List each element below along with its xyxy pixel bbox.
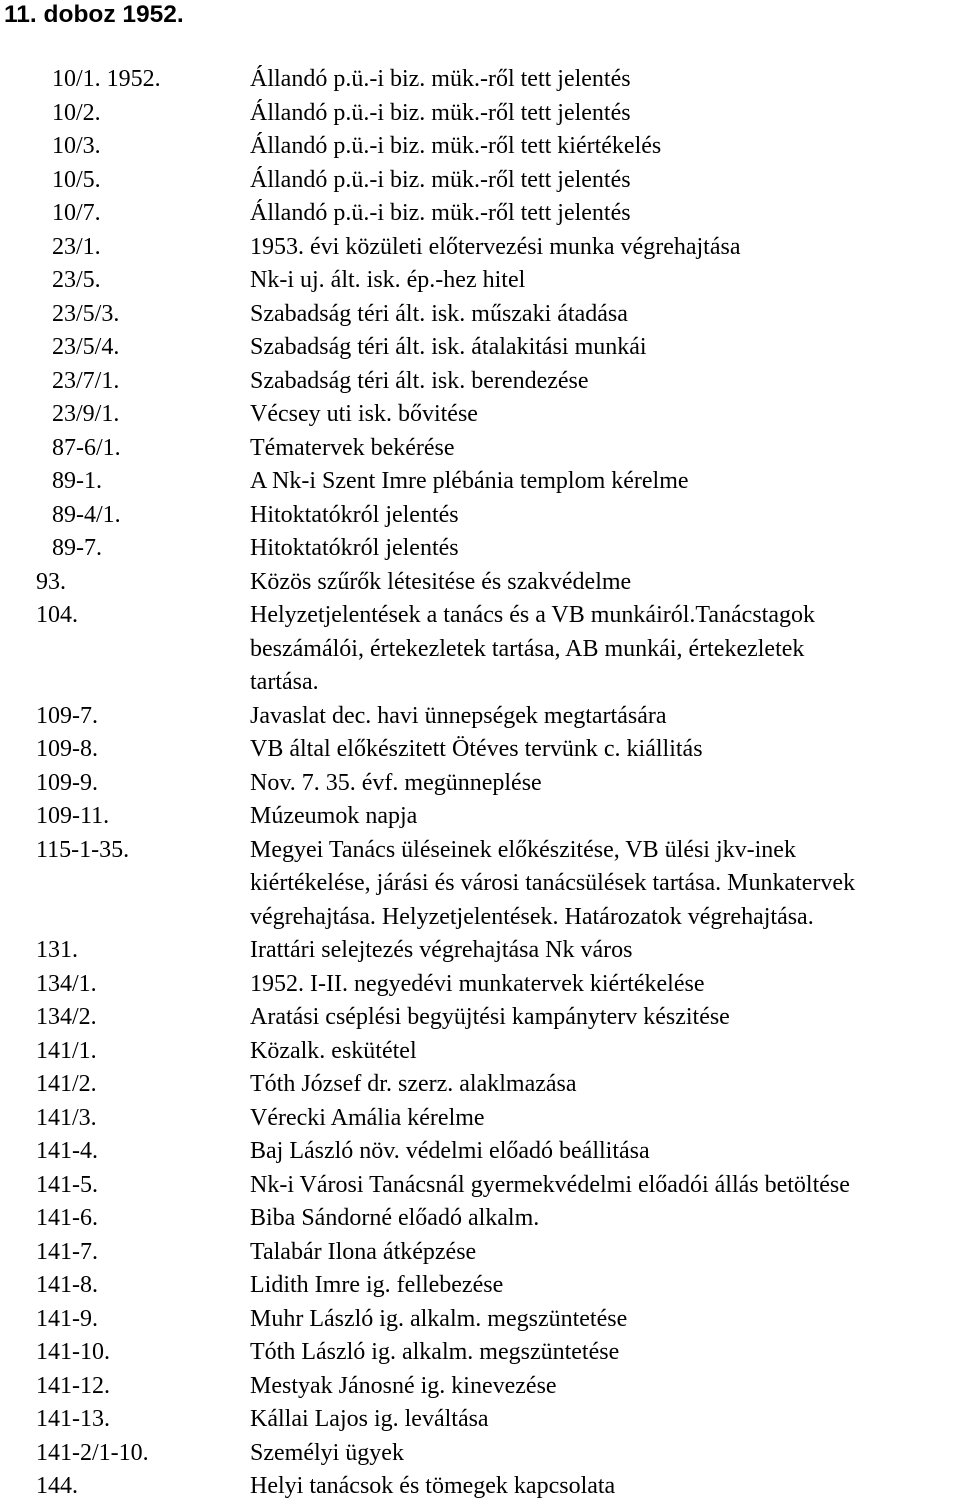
entry-description: 1952. I-II. negyedévi munkatervek kiértékelése bbox=[250, 970, 705, 997]
entry-code: 23/5/4. bbox=[52, 334, 120, 360]
entry-code: 23/5. bbox=[52, 267, 101, 293]
list-item bbox=[0, 599, 960, 700]
list-item bbox=[0, 968, 960, 1002]
list-item bbox=[0, 164, 960, 198]
entry-code: 109-8. bbox=[36, 736, 98, 762]
entry-description: Aratási cséplési begyüjtési kampányterv készitése bbox=[250, 1004, 730, 1030]
entry-description: Szabadság téri ált. isk. berendezése bbox=[250, 367, 589, 394]
entry-code: 134/1. bbox=[36, 970, 97, 997]
entry-description: Állandó p.ü.-i biz. mük.-ről tett kiértékelés bbox=[250, 133, 662, 159]
entry-code: 141-8. bbox=[36, 1272, 98, 1298]
list-item bbox=[0, 1035, 960, 1069]
entry-code: 10/1. 1952. bbox=[52, 66, 161, 92]
list-item bbox=[0, 63, 960, 97]
list-item bbox=[0, 130, 960, 164]
entry-description: A Nk-i Szent Imre plébánia templom kérelme bbox=[250, 468, 689, 494]
list-item bbox=[0, 398, 960, 432]
entry-description: Irattári selejtezés végrehajtása Nk város bbox=[250, 937, 633, 963]
list-item bbox=[0, 432, 960, 466]
entry-code: 10/5. bbox=[52, 166, 101, 193]
entry-code: 141/1. bbox=[36, 1037, 97, 1064]
entry-code: 141-6. bbox=[36, 1205, 98, 1231]
entry-code: 10/2. bbox=[52, 99, 101, 126]
list-item bbox=[0, 1437, 960, 1471]
entry-description: Kállai Lajos ig. leváltása bbox=[250, 1406, 489, 1432]
list-item bbox=[0, 1370, 960, 1404]
entry-description: Szabadság téri ált. isk. műszaki átadása bbox=[250, 300, 628, 327]
entry-description: Lidith Imre ig. fellebezése bbox=[250, 1272, 504, 1298]
entry-description: Személyi ügyek bbox=[250, 1439, 404, 1466]
entry-description: Állandó p.ü.-i biz. mük.-ről tett jelentés bbox=[250, 200, 631, 226]
entry-description: Javaslat dec. havi ünnepségek megtartására bbox=[250, 702, 667, 729]
entry-description: Közalk. eskütétel bbox=[250, 1037, 417, 1064]
list-item bbox=[0, 1336, 960, 1370]
entry-description: Állandó p.ü.-i biz. mük.-ről tett jelentés bbox=[250, 99, 631, 126]
entry-code: 89-1. bbox=[52, 468, 102, 494]
entry-description: Tóth József dr. szerz. alaklmazása bbox=[250, 1071, 577, 1097]
entry-description: Talabár Ilona átképzése bbox=[250, 1238, 477, 1265]
entry-description: Állandó p.ü.-i biz. mük.-ről tett jelentés bbox=[250, 66, 631, 92]
list-item bbox=[0, 197, 960, 231]
entry-description: Közös szűrők létesitése és szakvédelme bbox=[250, 568, 632, 595]
entry-code: 115-1-35. bbox=[36, 836, 130, 863]
list-item bbox=[0, 1403, 960, 1437]
list-item bbox=[0, 331, 960, 365]
entry-description: Baj László növ. védelmi előadó beállitása bbox=[250, 1138, 650, 1164]
entry-description: Hitoktatókról jelentés bbox=[250, 501, 459, 528]
list-item bbox=[0, 1470, 960, 1504]
list-item bbox=[0, 298, 960, 332]
list-item bbox=[0, 532, 960, 566]
entry-code: 93. bbox=[36, 568, 66, 595]
entry-code: 89-4/1. bbox=[52, 501, 121, 528]
list-item bbox=[0, 1269, 960, 1303]
list-item bbox=[0, 1001, 960, 1035]
entry-code: 23/7/1. bbox=[52, 367, 120, 394]
entry-code: 109-9. bbox=[36, 769, 98, 796]
entry-description: Mestyak Jánosné ig. kinevezése bbox=[250, 1372, 557, 1399]
list-item bbox=[0, 566, 960, 600]
list-item bbox=[0, 365, 960, 399]
entry-description: Állandó p.ü.-i biz. mük.-ről tett jelentés bbox=[250, 166, 631, 193]
entry-list bbox=[0, 63, 960, 1504]
entry-code: 23/9/1. bbox=[52, 401, 120, 427]
list-item bbox=[0, 934, 960, 968]
entry-code: 23/1. bbox=[52, 233, 101, 260]
entry-code: 10/3. bbox=[52, 133, 101, 159]
entry-code: 109-7. bbox=[36, 702, 98, 729]
entry-code: 109-11. bbox=[36, 803, 110, 829]
entry-description: Biba Sándorné előadó alkalm. bbox=[250, 1205, 540, 1231]
entry-description: Muhr László ig. alkalm. megszüntetése bbox=[250, 1305, 628, 1332]
list-item bbox=[0, 834, 960, 935]
entry-description: 1953. évi közületi előtervezési munka végrehajtása bbox=[250, 233, 741, 260]
entry-description: Hitoktatókról jelentés bbox=[250, 535, 459, 561]
entry-description: Megyei Tanács üléseinek előkészitése, VB ülési jkv-inek kiértékelése, járási és városi tanácsülések tartása. Munkatervek végrehajtása. Helyzetjelentések. Határozatok végrehajtása. bbox=[250, 836, 856, 930]
list-item bbox=[0, 1169, 960, 1203]
entry-code: 134/2. bbox=[36, 1004, 97, 1030]
entry-description: Tématervek bekérése bbox=[250, 434, 455, 461]
entry-description: Vérecki Amália kérelme bbox=[250, 1104, 485, 1131]
entry-code: 141-13. bbox=[36, 1406, 110, 1432]
entry-description: Vécsey uti isk. bővitése bbox=[250, 401, 478, 427]
list-item bbox=[0, 1102, 960, 1136]
list-item bbox=[0, 1202, 960, 1236]
entry-code: 141-5. bbox=[36, 1171, 98, 1198]
list-item bbox=[0, 1068, 960, 1102]
entry-code: 141-10. bbox=[36, 1339, 110, 1365]
entry-code: 141/3. bbox=[36, 1104, 97, 1131]
entry-code: 141/2. bbox=[36, 1071, 97, 1097]
list-item bbox=[0, 97, 960, 131]
entry-code: 87-6/1. bbox=[52, 434, 121, 461]
entry-code: 89-7. bbox=[52, 535, 102, 561]
list-item bbox=[0, 1303, 960, 1337]
entry-description: Nk-i uj. ált. isk. ép.-hez hitel bbox=[250, 267, 526, 293]
entry-code: 141-4. bbox=[36, 1138, 98, 1164]
entry-code: 141-12. bbox=[36, 1372, 110, 1399]
list-item bbox=[0, 264, 960, 298]
list-item bbox=[0, 767, 960, 801]
list-item bbox=[0, 800, 960, 834]
list-item bbox=[0, 733, 960, 767]
page-title: 11. doboz 1952. bbox=[4, 1, 184, 28]
list-item bbox=[0, 1236, 960, 1270]
entry-description: Helyi tanácsok és tömegek kapcsolata bbox=[250, 1473, 616, 1499]
entry-description: Helyzetjelentések a tanács és a VB munkáiról.Tanácstagok beszámálói, értekezletek tartása, AB munkái, értekezletek tartása. bbox=[250, 602, 815, 695]
entry-description: Nov. 7. 35. évf. megünneplése bbox=[250, 769, 542, 796]
entry-code: 141-9. bbox=[36, 1305, 98, 1332]
entry-description: Nk-i Városi Tanácsnál gyermekvédelmi előadói állás betöltése bbox=[250, 1171, 850, 1198]
list-item bbox=[0, 700, 960, 734]
entry-code: 141-7. bbox=[36, 1238, 98, 1265]
entry-description: Múzeumok napja bbox=[250, 803, 418, 829]
entry-code: 104. bbox=[36, 602, 78, 628]
list-item bbox=[0, 1135, 960, 1169]
entry-code: 141-2/1-10. bbox=[36, 1439, 149, 1466]
list-item bbox=[0, 465, 960, 499]
entry-description: Szabadság téri ált. isk. átalakitási munkái bbox=[250, 334, 647, 360]
entry-description: Tóth László ig. alkalm. megszüntetése bbox=[250, 1339, 620, 1365]
entry-code: 23/5/3. bbox=[52, 300, 120, 327]
list-item bbox=[0, 499, 960, 533]
entry-code: 10/7. bbox=[52, 200, 101, 226]
list-item bbox=[0, 231, 960, 265]
entry-description: VB által előkészitett Ötéves tervünk c. kiállitás bbox=[250, 736, 703, 762]
entry-code: 131. bbox=[36, 937, 78, 963]
entry-code: 144. bbox=[36, 1473, 78, 1499]
